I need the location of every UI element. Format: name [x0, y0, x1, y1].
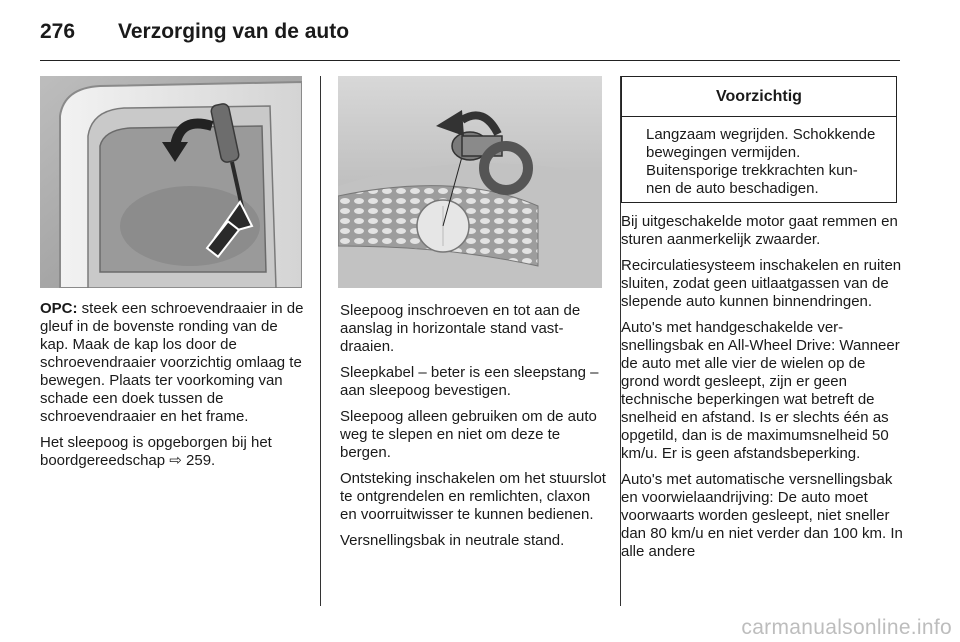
- towing-eye-location-text: Het sleepoog is opgeborgen bij het boordgereedschap: [40, 434, 272, 469]
- cover-removal-illustration: [40, 76, 302, 288]
- towing-eye-svg: [338, 76, 602, 288]
- paragraph: Versnellingsbak in neutrale stand.: [340, 532, 565, 549]
- caution-text: Langzaam wegrijden. Schokkende bewegingen vermijden. Buitensporige trekkrachten kunnen de auto beschadigen.: [646, 126, 876, 197]
- paragraph: Auto's met automatische versnellingsbak en voorwielaandrijving: De auto moet voorwaarts worden gesleept, niet sneller dan 80 km/u en niet verder dan 100 km. In alle andere: [621, 471, 903, 560]
- opc-paragraph: [40, 300, 305, 426]
- paragraph: Bij uitgeschakelde motor gaat remmen en sturen aanmerkelijk zwaarder.: [621, 213, 898, 248]
- paragraph: Sleepoog alleen gebruiken om de auto weg te slepen en niet om deze te bergen.: [340, 408, 597, 461]
- caution-title: Voorzichtig: [622, 77, 896, 117]
- page-title: Verzorging van de auto: [118, 20, 350, 43]
- opc-label: OPC:: [40, 300, 78, 317]
- paragraph: Auto's met handgeschakelde versnellingsbak en All-Wheel Drive: Wanneer de auto met alle vier de wielen op de grond wordt gesleept, zijn er geen technische beperkingen wat betreft de snelheid en afstand. Is er slechts één as opgetild, dan is de maximumsnelheid 50 km/u. Er is geen afstandsbeperking.: [621, 319, 900, 462]
- paragraph: Sleepoog inschroeven en tot aan de aanslag in horizontale stand vastdraaien.: [340, 302, 581, 355]
- paragraph: Recirculatiesysteem inschakelen en ruiten sluiten, zodat geen uitlaatgassen van de slepende auto kunnen binnendringen.: [621, 257, 902, 310]
- watermark: carmanualsonline.info: [741, 616, 952, 639]
- column-1-text: [40, 300, 305, 478]
- page-number: 276: [40, 20, 76, 43]
- paragraph: Sleepkabel – beter is een sleepstang – aan sleepoog bevestigen.: [340, 364, 599, 399]
- column-divider-1: [320, 76, 321, 606]
- towing-eye-location-paragraph: [40, 434, 305, 470]
- page-header: [40, 18, 900, 61]
- caution-box: [621, 76, 897, 203]
- column-3-text: [621, 213, 905, 569]
- screwdriver-illustration: [40, 76, 302, 288]
- page-reference-number[interactable]: 259.: [181, 452, 216, 469]
- towing-eye-illustration: [338, 76, 602, 288]
- paragraph: Ontsteking inschakelen om het stuurslot te ontgrendelen en remlichten, claxon en voorruitwisser te kunnen bedienen.: [340, 470, 606, 523]
- opc-instructions: steek een schroevendraaier in de gleuf in de bovenste ronding van de kap. Maak de kap los door de schroevendraaier voorzichtig omlaag te bewegen. Plaats ter voorkoming van schade een doek tussen de schroevendraaier en het frame.: [40, 300, 304, 425]
- column-2-text: [340, 302, 606, 558]
- page-reference-arrow-icon[interactable]: ⇨: [169, 452, 182, 469]
